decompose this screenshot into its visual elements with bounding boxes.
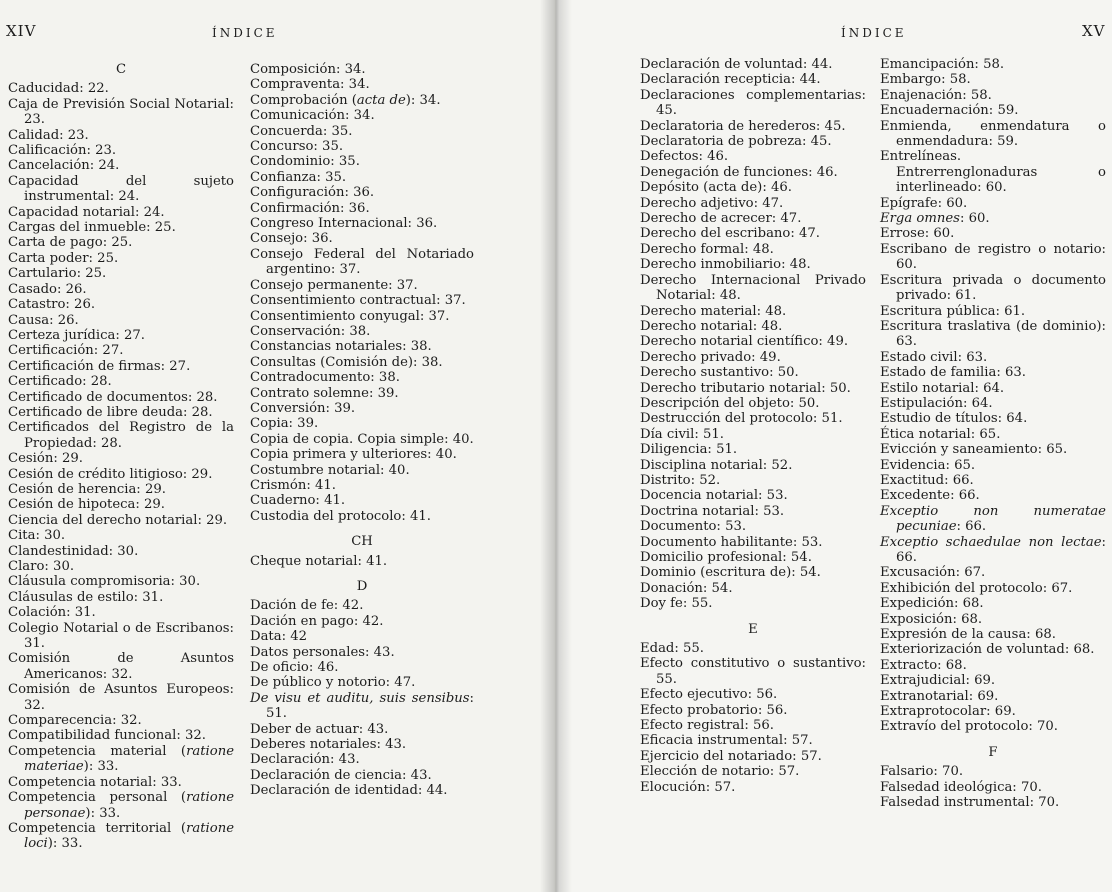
index-entry: Derecho de acrecer: 47. bbox=[640, 211, 802, 227]
index-entry: Estado civil: 63. bbox=[880, 349, 988, 365]
index-entry: Ejercicio del notariado: 57. bbox=[640, 748, 822, 764]
index-entry: Cesión de crédito litigioso: 29. bbox=[8, 466, 213, 482]
index-entry bbox=[8, 790, 234, 821]
index-entry: Efecto registral: 56. bbox=[640, 718, 774, 734]
index-entry: Donación: 54. bbox=[640, 580, 733, 596]
index-entry: Deber de actuar: 43. bbox=[250, 721, 389, 737]
index-entry: Denegación de funciones: 46. bbox=[640, 164, 838, 180]
index-entry: Cita: 30. bbox=[8, 528, 66, 544]
index-column-left-2 bbox=[250, 62, 474, 799]
index-entry: Documento: 53. bbox=[640, 519, 747, 535]
index-entry: Declaración de ciencia: 43. bbox=[250, 767, 432, 783]
index-entry: Depósito (acta de): 46. bbox=[640, 180, 792, 196]
index-entry: Certificación: 27. bbox=[8, 343, 124, 359]
index-entry: Documento habilitante: 53. bbox=[640, 534, 823, 550]
index-entry: Colegio Notarial o de Escribanos: 31. bbox=[8, 620, 234, 652]
index-entry: Crismón: 41. bbox=[250, 477, 336, 493]
index-entry bbox=[250, 93, 474, 108]
index-entry: Catastro: 26. bbox=[8, 297, 96, 313]
index-entry: Expresión de la causa: 68. bbox=[880, 627, 1056, 643]
index-entry: Efecto probatorio: 56. bbox=[640, 702, 788, 718]
index-entry: Evicción y saneamiento: 65. bbox=[880, 442, 1068, 458]
index-entry: Consentimiento contractual: 37. bbox=[250, 293, 466, 309]
index-entry: Elocución: 57. bbox=[640, 779, 736, 795]
index-entry bbox=[8, 744, 234, 775]
index-entry-page: ): 33. bbox=[85, 805, 121, 821]
index-entry bbox=[880, 535, 1106, 566]
index-entry: Dación de fe: 42. bbox=[250, 598, 364, 614]
index-entry: Errose: 60. bbox=[880, 226, 955, 242]
index-entry-italic: ratione personae bbox=[24, 790, 234, 821]
index-column-left-1 bbox=[8, 62, 234, 852]
index-entry: Día civil: 51. bbox=[640, 426, 724, 442]
index-entry: Consultas (Comisión de): 38. bbox=[250, 354, 443, 370]
running-head: ÍNDICE bbox=[212, 26, 278, 40]
index-entry: Capacidad notarial: 24. bbox=[8, 204, 165, 220]
index-entry: Edad: 55. bbox=[640, 641, 704, 657]
index-entry: Diligencia: 51. bbox=[640, 442, 738, 458]
index-entry-text: Comprobación ( bbox=[250, 92, 357, 108]
index-entry: Certificado: 28. bbox=[8, 374, 112, 390]
index-entry-page: : 66. bbox=[956, 519, 987, 535]
index-entry: Declaratoria de pobreza: 45. bbox=[640, 134, 832, 150]
index-entry: Congreso Internacional: 36. bbox=[250, 216, 438, 232]
index-entry: Consejo: 36. bbox=[250, 231, 333, 247]
index-entry: Calidad: 23. bbox=[8, 127, 89, 143]
index-entry: Copia primera y ulteriores: 40. bbox=[250, 447, 457, 463]
index-entry: Condominio: 35. bbox=[250, 154, 360, 170]
index-entry: Claro: 30. bbox=[8, 559, 75, 574]
index-entry: De público y notorio: 47. bbox=[250, 675, 416, 691]
index-entry: Comisión de Asuntos Europeos: 32. bbox=[8, 682, 234, 713]
index-entry: Cheque notarial: 41. bbox=[250, 553, 388, 569]
index-entry-italic: Exceptio schaedulae non lectae bbox=[880, 534, 1102, 550]
index-entry-text: Competencia material ( bbox=[8, 743, 187, 759]
index-column-right-1 bbox=[640, 57, 866, 795]
index-entry: Extranotarial: 69. bbox=[880, 688, 999, 704]
index-entry: Evidencia: 65. bbox=[880, 457, 976, 473]
index-entry: Declaración: 43. bbox=[250, 752, 360, 768]
index-entry: Derecho adjetivo: 47. bbox=[640, 195, 784, 211]
index-entry: Doy fe: 55. bbox=[640, 596, 713, 612]
index-entry: Certeza jurídica: 27. bbox=[8, 327, 145, 343]
index-entry: Enmienda, enmendatura o enmendadura: 59. bbox=[880, 118, 1106, 150]
index-entry: Exposición: 68. bbox=[880, 611, 983, 627]
index-entry: Configuración: 36. bbox=[250, 185, 375, 201]
index-entry: Cesión: 29. bbox=[8, 451, 83, 467]
index-entry: Compraventa: 34. bbox=[250, 77, 370, 93]
index-entry: Derecho inmobiliario: 48. bbox=[640, 257, 811, 273]
index-entry: Confirmación: 36. bbox=[250, 200, 370, 216]
index-entry: Emancipación: 58. bbox=[880, 57, 1005, 72]
index-entry: Declaraciones complementarias: 45. bbox=[640, 87, 866, 119]
index-column-right-2 bbox=[880, 57, 1106, 811]
index-entry: Consejo permanente: 37. bbox=[250, 277, 418, 293]
index-entry: Escritura privada o documento privado: 61. bbox=[880, 272, 1106, 304]
index-entry: Efecto ejecutivo: 56. bbox=[640, 687, 778, 703]
index-entry: Distrito: 52. bbox=[640, 472, 721, 488]
index-entry: Comisión de Asuntos Americanos: 32. bbox=[8, 651, 234, 682]
index-entry: Consejo Federal del Notariado argentino: 37. bbox=[250, 246, 474, 278]
page-number: XV bbox=[1082, 22, 1106, 40]
section-letter-heading: CH bbox=[351, 534, 373, 550]
index-entry: Derecho del escribano: 47. bbox=[640, 226, 820, 242]
index-entry: Capacidad del sujeto instrumental: 24. bbox=[8, 173, 234, 205]
index-entry-text: Competencia territorial ( bbox=[8, 820, 187, 836]
index-entry: Certificado de libre deuda: 28. bbox=[8, 404, 213, 420]
index-entry: Dación en pago: 42. bbox=[250, 613, 384, 629]
index-entry: Cartulario: 25. bbox=[8, 266, 107, 282]
index-entry-page: ): 34. bbox=[405, 92, 441, 108]
index-entry: Datos personales: 43. bbox=[250, 644, 395, 660]
index-entry: Comparecencia: 32. bbox=[8, 713, 142, 729]
index-entry-text: Competencia personal ( bbox=[8, 790, 187, 806]
index-entry: Derecho tributario notarial: 50. bbox=[640, 380, 851, 396]
index-entry: Extrajudicial: 69. bbox=[880, 673, 996, 689]
index-entry: Escribano de registro o notario: 60. bbox=[880, 241, 1106, 273]
index-entry: Constancias notariales: 38. bbox=[250, 339, 432, 355]
index-entry: Cesión de hipoteca: 29. bbox=[8, 497, 165, 513]
index-entry: Escritura pública: 61. bbox=[880, 303, 1026, 319]
index-entry: Extraprotocolar: 69. bbox=[880, 704, 1016, 720]
index-entry: De oficio: 46. bbox=[250, 660, 339, 676]
index-entry: Declaración recepticia: 44. bbox=[640, 72, 821, 88]
index-entry: Estudio de títulos: 64. bbox=[880, 411, 1028, 427]
index-entry: Causa: 26. bbox=[8, 312, 79, 328]
right-page bbox=[556, 0, 1112, 892]
index-entry: Derecho material: 48. bbox=[640, 303, 787, 319]
index-entry: Clandestinidad: 30. bbox=[8, 543, 139, 559]
index-entry: Declaración de voluntad: 44. bbox=[640, 57, 833, 72]
index-entry: Cuaderno: 41. bbox=[250, 493, 346, 509]
section-letter-heading: D bbox=[356, 579, 368, 594]
index-entry: Concurso: 35. bbox=[250, 139, 344, 155]
index-entry: Exactitud: 66. bbox=[880, 472, 974, 488]
index-entry: Cesión de herencia: 29. bbox=[8, 481, 166, 497]
index-entry: Copia: 39. bbox=[250, 416, 319, 432]
index-entry: Composición: 34. bbox=[250, 62, 366, 77]
index-entry-page: ): 33. bbox=[47, 836, 83, 852]
section-letter-heading: F bbox=[988, 744, 998, 760]
index-entry: Excusación: 67. bbox=[880, 565, 986, 581]
index-entry: Data: 42 bbox=[250, 629, 308, 645]
index-entry: Derecho Internacional Privado Notarial: 48. bbox=[640, 272, 866, 304]
index-entry: Ética notarial: 65. bbox=[880, 426, 1001, 442]
index-entry-page: : 60. bbox=[959, 211, 990, 227]
index-entry: Contradocumento: 38. bbox=[250, 370, 400, 386]
index-entry: Embargo: 58. bbox=[880, 72, 971, 88]
index-entry: Estado de familia: 63. bbox=[880, 365, 1026, 381]
index-entry: Deberes notariales: 43. bbox=[250, 737, 407, 753]
index-entry: Casado: 26. bbox=[8, 281, 87, 297]
section-letter-heading: C bbox=[115, 62, 127, 77]
index-entry: Extravío del protocolo: 70. bbox=[880, 719, 1058, 735]
index-entry: Derecho sustantivo: 50. bbox=[640, 365, 799, 381]
index-entry: Declaratoria de herederos: 45. bbox=[640, 118, 846, 134]
index-entry: Costumbre notarial: 40. bbox=[250, 462, 410, 478]
index-entry: Certificación de firmas: 27. bbox=[8, 358, 191, 374]
index-entry: Conservación: 38. bbox=[250, 323, 371, 339]
index-entry: Enajenación: 58. bbox=[880, 87, 992, 103]
index-entry: Carta poder: 25. bbox=[8, 250, 119, 266]
index-entry-italic: acta de bbox=[356, 92, 406, 108]
book-gutter-shadow bbox=[540, 0, 572, 892]
index-entry: Eficacia instrumental: 57. bbox=[640, 733, 813, 749]
index-entry: Encuadernación: 59. bbox=[880, 103, 1019, 119]
index-entry: Copia de copia. Copia simple: 40. bbox=[250, 431, 474, 447]
index-entry: Derecho notarial científico: 49. bbox=[640, 334, 849, 350]
running-head: ÍNDICE bbox=[841, 26, 907, 40]
index-entry-italic: Erga omnes bbox=[880, 211, 960, 227]
index-entry: Contrato solemne: 39. bbox=[250, 385, 399, 401]
index-entry: Cláusula compromisoria: 30. bbox=[8, 574, 201, 590]
index-entry: Estilo notarial: 64. bbox=[880, 380, 1005, 396]
index-entry: Competencia notarial: 33. bbox=[8, 774, 182, 790]
index-entry: Excedente: 66. bbox=[880, 488, 980, 504]
page-number: XIV bbox=[6, 22, 37, 40]
index-entry-page: ): 33. bbox=[83, 759, 119, 775]
index-entry: Caja de Previsión Social Notarial: 23. bbox=[8, 96, 234, 128]
index-entry: Docencia notarial: 53. bbox=[640, 488, 788, 504]
index-entry: Conversión: 39. bbox=[250, 400, 356, 416]
index-entry: Extracto: 68. bbox=[880, 657, 967, 673]
index-entry: Comunicación: 34. bbox=[250, 108, 375, 124]
index-entry: Elección de notario: 57. bbox=[640, 764, 800, 780]
index-entry: Derecho privado: 49. bbox=[640, 349, 781, 365]
index-entry: Destrucción del protocolo: 51. bbox=[640, 411, 843, 427]
index-entry: Exteriorización de voluntad: 68. bbox=[880, 642, 1095, 658]
index-entry: Dominio (escritura de): 54. bbox=[640, 565, 821, 581]
index-entry: Derecho formal: 48. bbox=[640, 241, 774, 257]
index-entry bbox=[880, 504, 1106, 535]
index-entry: Domicilio profesional: 54. bbox=[640, 550, 812, 565]
index-entry: Certificado de documentos: 28. bbox=[8, 389, 218, 405]
index-entry: Concuerda: 35. bbox=[250, 123, 353, 139]
index-entry: Disciplina notarial: 52. bbox=[640, 457, 793, 473]
index-entry: Cancelación: 24. bbox=[8, 158, 120, 174]
index-entry: Descripción del objeto: 50. bbox=[640, 395, 820, 411]
index-entry: Consentimiento conyugal: 37. bbox=[250, 308, 450, 324]
index-entry-italic: De visu et auditu, suis sensibus bbox=[250, 690, 470, 706]
index-entry: Certificados del Registro de la Propiedad: 28. bbox=[8, 420, 234, 451]
index-entry: Epígrafe: 60. bbox=[880, 195, 968, 211]
index-entry bbox=[250, 691, 474, 722]
index-entry: Doctrina notarial: 53. bbox=[640, 503, 785, 519]
index-entry bbox=[8, 821, 234, 852]
index-entry: Efecto constitutivo o sustantivo: 55. bbox=[640, 656, 866, 687]
index-entry: Ciencia del derecho notarial: 29. bbox=[8, 512, 228, 528]
index-entry: Exhibición del protocolo: 67. bbox=[880, 580, 1073, 596]
index-entry-page: : 66. bbox=[896, 534, 1106, 565]
index-entry: Entrelíneas. Entrerrenglonaduras o interlineado: 60. bbox=[880, 149, 1106, 196]
index-entry: Custodia del protocolo: 41. bbox=[250, 508, 431, 524]
index-entry: Cláusulas de estilo: 31. bbox=[8, 589, 164, 605]
index-entry: Falsedad instrumental: 70. bbox=[880, 795, 1060, 811]
index-entry: Derecho notarial: 48. bbox=[640, 318, 783, 334]
index-entry: Calificación: 23. bbox=[8, 143, 117, 159]
index-entry-italic: Exceptio non numeratae pecuniae bbox=[880, 503, 1106, 535]
index-entry-italic: ratione materiae bbox=[24, 743, 234, 775]
index-entry: Caducidad: 22. bbox=[8, 81, 109, 97]
index-entry: Cargas del inmueble: 25. bbox=[8, 220, 176, 236]
index-entry: Colación: 31. bbox=[8, 605, 96, 621]
index-entry: Carta de pago: 25. bbox=[8, 235, 133, 251]
index-entry: Expedición: 68. bbox=[880, 596, 984, 612]
index-entry: Confianza: 35. bbox=[250, 169, 347, 185]
index-entry: Falsedad ideológica: 70. bbox=[880, 779, 1042, 795]
index-entry-italic: ratione loci bbox=[24, 820, 234, 852]
index-entry bbox=[880, 211, 1106, 226]
index-entry: Escritura traslativa (de dominio): 63. bbox=[880, 318, 1106, 350]
index-entry: Defectos: 46. bbox=[640, 149, 729, 165]
index-entry: Falsario: 70. bbox=[880, 764, 964, 780]
index-entry: Compatibilidad funcional: 32. bbox=[8, 728, 206, 744]
index-entry-page: : 51. bbox=[266, 690, 474, 722]
index-entry: Estipulación: 64. bbox=[880, 395, 993, 411]
section-letter-heading: E bbox=[748, 621, 758, 637]
index-entry: Declaración de identidad: 44. bbox=[250, 783, 448, 799]
